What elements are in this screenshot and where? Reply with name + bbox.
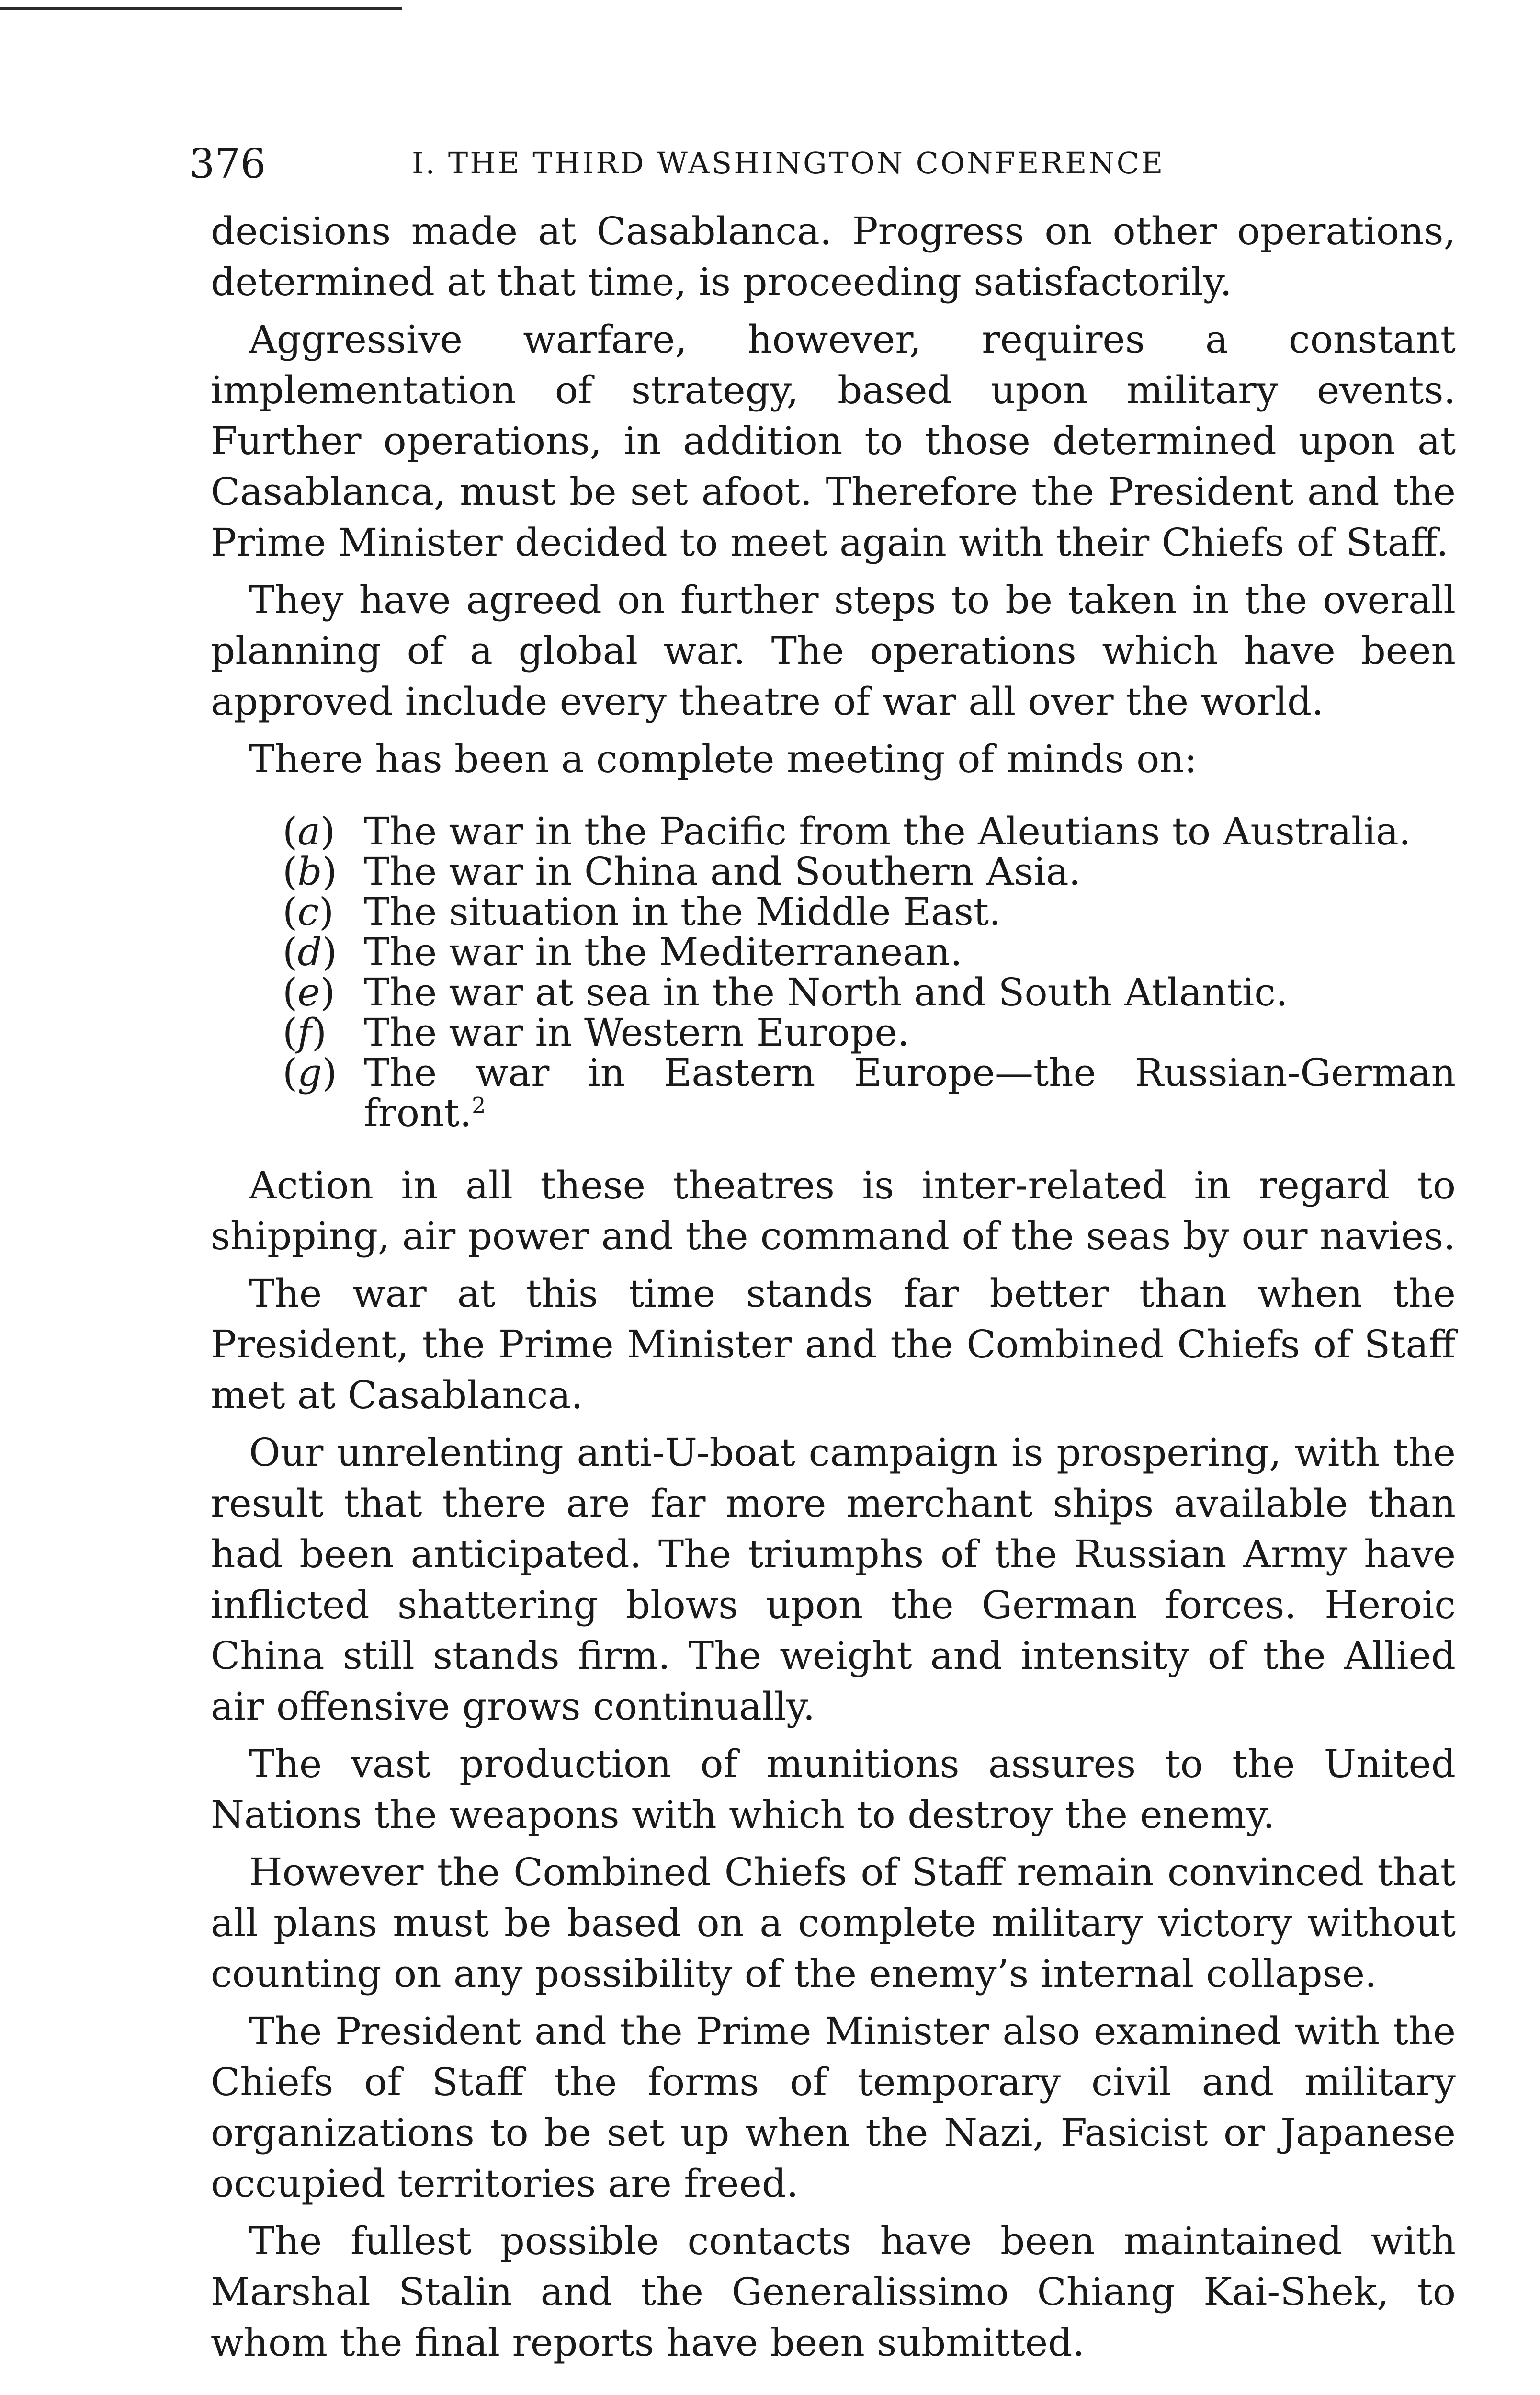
list-item-text: The war in Eastern Europe—the Russian-German front.$^2$ (364, 1050, 1456, 1135)
list-marker: (f) (283, 1010, 327, 1055)
page-number: 376 (189, 140, 266, 187)
document-page (189, 125, 1456, 2395)
top-edge-rule (0, 7, 402, 10)
paragraph: The fullest possible contacts have been maintained with Marshal Stalin and the Generalissimo Chiang Kai-Shek, to whom the final reports have been submitted. (211, 2219, 1456, 2365)
list-item-text: The war at sea in the North and South Atlantic. (364, 970, 1288, 1015)
page-header (189, 125, 1456, 206)
paragraph: However the Combined Chiefs of Staff remain convinced that all plans must be based on a complete military victory without counting on any possibility of the enemy’s internal collapse. (211, 1850, 1456, 1996)
list-marker: (d) (283, 930, 337, 974)
list-marker: (e) (283, 970, 335, 1015)
paragraph: The war at this time stands far better than when the President, the Prime Minister and the Combined Chiefs of Staff met at Casablanca. (211, 1271, 1456, 1417)
list-item (283, 932, 1456, 972)
paragraph-list-intro: There has been a complete meeting of minds on: (249, 737, 1197, 781)
running-head: I. THE THIRD WASHINGTON CONFERENCE (412, 146, 1165, 181)
paragraph-continued: decisions made at Casablanca. Progress on other operations, determined at that time, is proceeding satisfactorily. (211, 209, 1456, 304)
list-item (283, 849, 1456, 894)
paragraph: Our unrelenting anti-U-boat campaign is prospering, with the result that there are far more merchant ships available than had been anticipated. The triumphs of the Russian Army have inflicted shattering blows upon the German forces. Heroic China still stands firm. The weight and intensity of the Allied air offensive grows continually. (211, 1430, 1456, 1729)
list-item (283, 892, 1456, 932)
list-item (283, 972, 1456, 1013)
list-item-text: The war in Western Europe. (364, 1010, 910, 1055)
list-item-text: The war in the Mediterranean. (364, 930, 962, 974)
list-marker: (a) (283, 809, 336, 854)
list-marker: (b) (283, 849, 337, 894)
theatres-list (211, 811, 1456, 1133)
list-marker: (c) (283, 890, 334, 934)
list-item-text: The situation in the Middle East. (364, 890, 1001, 934)
list-item (283, 1050, 1456, 1135)
paragraph: Action in all these theatres is inter-related in regard to shipping, air power and the command of the seas by our navies. (211, 1163, 1456, 1258)
list-marker: (g) (283, 1050, 337, 1095)
list-item (283, 1010, 1456, 1055)
paragraph: The President and the Prime Minister also examined with the Chiefs of Staff the forms of temporary civil and military organizations to be set up when the Nazi, Fasicist or Japanese occupied territories are freed. (211, 2009, 1456, 2206)
body-text (211, 206, 1456, 2368)
list-item-text: The war in the Pacific from the Aleutians to Australia. (364, 809, 1411, 854)
paragraph: The vast production of munitions assures to the United Nations the weapons with which to destroy the enemy. (211, 1742, 1456, 1837)
paragraph: They have agreed on further steps to be taken in the overall planning of a global war. The operations which have been approved include every theatre of war all over the world. (211, 578, 1456, 724)
paragraph: Aggressive warfare, however, requires a constant implementation of strategy, based upon military events. Further operations, in addition to those determined upon at Casablanca, must be set afoot. Therefore the President and the Prime Minister decided to meet again with their Chiefs of Staff. (211, 317, 1456, 565)
list-item (283, 811, 1456, 852)
footnote-reference[interactable]: 2 (472, 1092, 486, 1118)
list-item-text: The war in China and Southern Asia. (364, 849, 1081, 894)
